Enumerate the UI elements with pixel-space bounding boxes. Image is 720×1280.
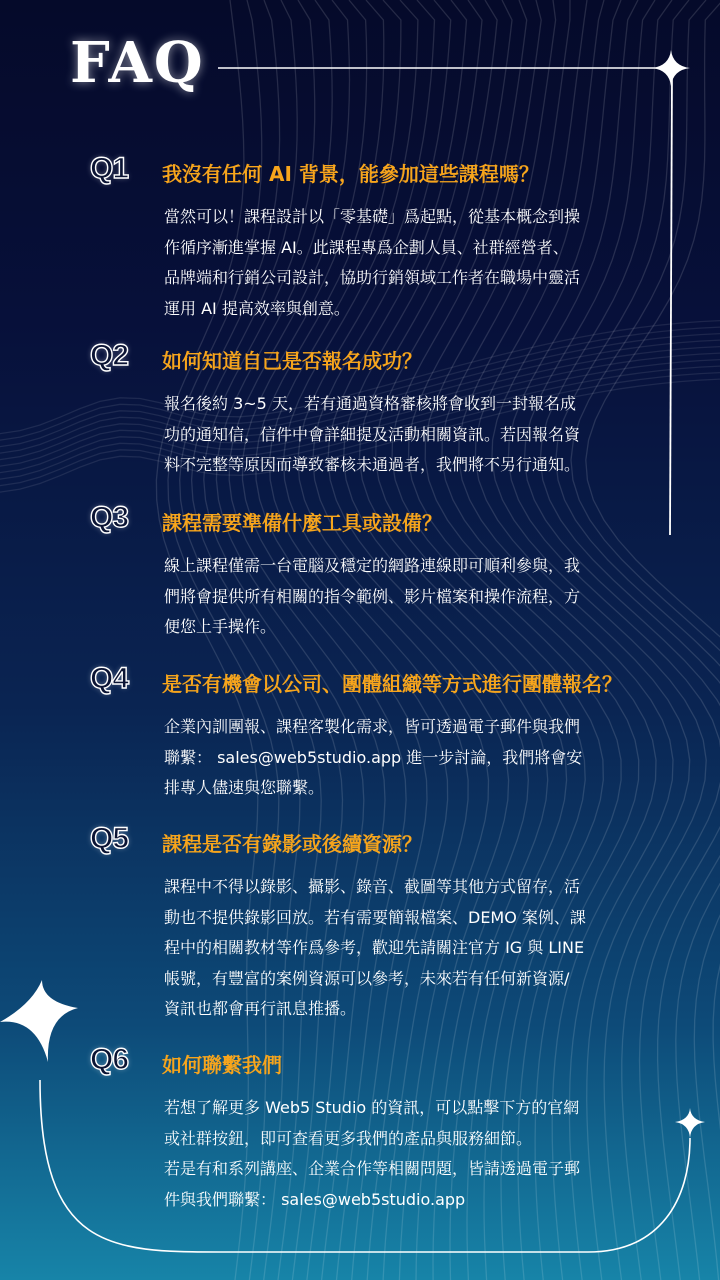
question-text: 課程是否有錄影或後續資源？ xyxy=(162,832,422,856)
question-text: 課程需要準備什麼工具或設備？ xyxy=(162,511,442,535)
answer-text: 若想了解更多 Web5 Studio 的資訊，可以點擊下方的官網 或社群按鈕，即可查看更多我們的產品與服務細節。 若是有和系列講座、企業合作等相關問題，皆請透過電子郵 件與我們聯繫： sales@web5studio.app xyxy=(164,1098,581,1209)
answer-text: 線上課程僅需一台電腦及穩定的網路連線即可順利參與，我 們將會提供所有相關的指令範例、影片檔案和操作流程，方 便您上手操作。 xyxy=(164,556,581,636)
question-number: Q2 xyxy=(90,339,129,372)
question-number: Q5 xyxy=(90,822,129,855)
question-number: Q6 xyxy=(90,1043,129,1076)
question-text: 是否有機會以公司、團體組織等方式進行團體報名？ xyxy=(162,672,622,696)
question-text: 我沒有任何 AI 背景，能參加這些課程嗎？ xyxy=(162,162,539,186)
question-text: 如何知道自己是否報名成功？ xyxy=(162,349,422,373)
answer-text: 課程中不得以錄影、攝影、錄音、截圖等其他方式留存，活 動也不提供錄影回放。若有需要簡報檔案、DEMO 案例、課 程中的相關教材等作爲參考，歡迎先請關注官方 IG 與 LINE 帳號，有豐富的案例資源可以參考，未來若有任何新資源/ 資訊也都會再行訊息推播。 xyxy=(164,877,586,1018)
question-number: Q3 xyxy=(90,501,129,534)
answer-text: 當然可以！課程設計以「零基礎」爲起點，從基本概念到操 作循序漸進掌握 AI。此課程專爲企劃人員、社群經營者、 品牌端和行銷公司設計，協助行銷領域工作者在職場中靈活 運用 AI 提高效率與創意。 xyxy=(164,207,581,318)
question-number: Q1 xyxy=(90,152,129,185)
answer-text: 報名後約 3~5 天，若有通過資格審核將會收到一封報名成 功的通知信，信件中會詳細提及活動相關資訊。若因報名資 料不完整等原因而導致審核未通過者，我們將不另行通知。 xyxy=(164,394,581,474)
page-title: FAQ xyxy=(70,30,205,96)
question-text: 如何聯繫我們 xyxy=(162,1053,282,1077)
question-number: Q4 xyxy=(90,662,129,695)
answer-text: 企業內訓團報、課程客製化需求，皆可透過電子郵件與我們 聯繫： sales@web5studio.app 進一步討論，我們將會安 排專人儘速與您聯繫。 xyxy=(164,717,583,797)
